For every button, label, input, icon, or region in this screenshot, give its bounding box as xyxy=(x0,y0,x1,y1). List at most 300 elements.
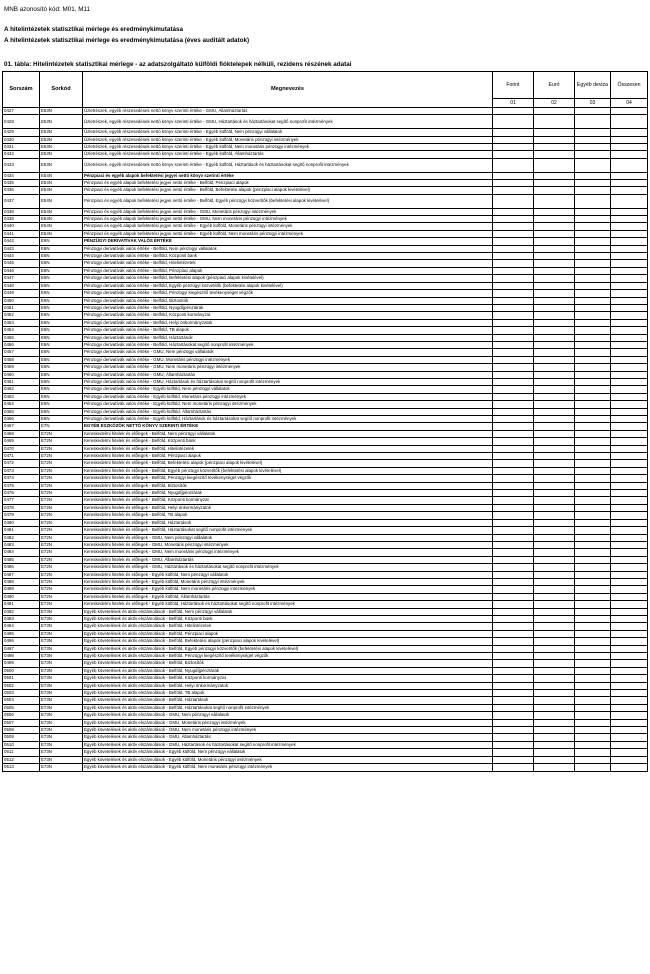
value-cell-osszesen[interactable] xyxy=(611,144,648,151)
value-cell-euro[interactable] xyxy=(534,267,575,274)
value-cell-egyeb-deviza[interactable] xyxy=(575,327,611,334)
value-cell-egyeb-deviza[interactable] xyxy=(575,734,611,741)
value-cell-forint[interactable] xyxy=(493,438,534,445)
value-cell-osszesen[interactable] xyxy=(611,275,648,282)
value-cell-forint[interactable] xyxy=(493,638,534,645)
value-cell-forint[interactable] xyxy=(493,245,534,252)
value-cell-euro[interactable] xyxy=(534,682,575,689)
value-cell-forint[interactable] xyxy=(493,527,534,534)
value-cell-egyeb-deviza[interactable] xyxy=(575,504,611,511)
value-cell-egyeb-deviza[interactable] xyxy=(575,401,611,408)
value-cell-osszesen[interactable] xyxy=(611,653,648,660)
value-cell-euro[interactable] xyxy=(534,564,575,571)
value-cell-forint[interactable] xyxy=(493,519,534,526)
value-cell-forint[interactable] xyxy=(493,312,534,319)
value-cell-osszesen[interactable] xyxy=(611,253,648,260)
value-cell-egyeb-deviza[interactable] xyxy=(575,136,611,143)
value-cell-egyeb-deviza[interactable] xyxy=(575,151,611,158)
value-cell-egyeb-deviza[interactable] xyxy=(575,712,611,719)
value-cell-egyeb-deviza[interactable] xyxy=(575,371,611,378)
value-cell-forint[interactable] xyxy=(493,238,534,245)
value-cell-osszesen[interactable] xyxy=(611,194,648,208)
value-cell-euro[interactable] xyxy=(534,144,575,151)
value-cell-euro[interactable] xyxy=(534,245,575,252)
value-cell-euro[interactable] xyxy=(534,275,575,282)
value-cell-forint[interactable] xyxy=(493,586,534,593)
value-cell-euro[interactable] xyxy=(534,541,575,548)
value-cell-euro[interactable] xyxy=(534,172,575,179)
value-cell-forint[interactable] xyxy=(493,445,534,452)
value-cell-egyeb-deviza[interactable] xyxy=(575,312,611,319)
value-cell-osszesen[interactable] xyxy=(611,608,648,615)
value-cell-forint[interactable] xyxy=(493,764,534,771)
value-cell-osszesen[interactable] xyxy=(611,312,648,319)
value-cell-egyeb-deviza[interactable] xyxy=(575,238,611,245)
value-cell-forint[interactable] xyxy=(493,608,534,615)
value-cell-egyeb-deviza[interactable] xyxy=(575,630,611,637)
value-cell-egyeb-deviza[interactable] xyxy=(575,475,611,482)
value-cell-osszesen[interactable] xyxy=(611,482,648,489)
value-cell-euro[interactable] xyxy=(534,393,575,400)
value-cell-osszesen[interactable] xyxy=(611,260,648,267)
value-cell-euro[interactable] xyxy=(534,408,575,415)
value-cell-forint[interactable] xyxy=(493,645,534,652)
value-cell-osszesen[interactable] xyxy=(611,393,648,400)
value-cell-forint[interactable] xyxy=(493,136,534,143)
value-cell-egyeb-deviza[interactable] xyxy=(575,445,611,452)
value-cell-forint[interactable] xyxy=(493,667,534,674)
value-cell-osszesen[interactable] xyxy=(611,349,648,356)
value-cell-egyeb-deviza[interactable] xyxy=(575,223,611,230)
value-cell-egyeb-deviza[interactable] xyxy=(575,467,611,474)
value-cell-forint[interactable] xyxy=(493,408,534,415)
value-cell-forint[interactable] xyxy=(493,453,534,460)
value-cell-euro[interactable] xyxy=(534,764,575,771)
value-cell-euro[interactable] xyxy=(534,349,575,356)
value-cell-euro[interactable] xyxy=(534,615,575,622)
value-cell-egyeb-deviza[interactable] xyxy=(575,438,611,445)
value-cell-forint[interactable] xyxy=(493,690,534,697)
value-cell-osszesen[interactable] xyxy=(611,660,648,667)
value-cell-egyeb-deviza[interactable] xyxy=(575,319,611,326)
value-cell-osszesen[interactable] xyxy=(611,245,648,252)
value-cell-egyeb-deviza[interactable] xyxy=(575,764,611,771)
value-cell-euro[interactable] xyxy=(534,230,575,237)
value-cell-osszesen[interactable] xyxy=(611,675,648,682)
value-cell-euro[interactable] xyxy=(534,504,575,511)
value-cell-forint[interactable] xyxy=(493,208,534,215)
value-cell-forint[interactable] xyxy=(493,727,534,734)
value-cell-osszesen[interactable] xyxy=(611,408,648,415)
value-cell-forint[interactable] xyxy=(493,512,534,519)
value-cell-forint[interactable] xyxy=(493,482,534,489)
value-cell-egyeb-deviza[interactable] xyxy=(575,282,611,289)
value-cell-osszesen[interactable] xyxy=(611,172,648,179)
value-cell-forint[interactable] xyxy=(493,593,534,600)
value-cell-euro[interactable] xyxy=(534,490,575,497)
value-cell-egyeb-deviza[interactable] xyxy=(575,430,611,437)
value-cell-forint[interactable] xyxy=(493,675,534,682)
value-cell-egyeb-deviza[interactable] xyxy=(575,549,611,556)
value-cell-egyeb-deviza[interactable] xyxy=(575,675,611,682)
value-cell-forint[interactable] xyxy=(493,341,534,348)
value-cell-osszesen[interactable] xyxy=(611,136,648,143)
value-cell-egyeb-deviza[interactable] xyxy=(575,172,611,179)
value-cell-forint[interactable] xyxy=(493,230,534,237)
value-cell-egyeb-deviza[interactable] xyxy=(575,593,611,600)
value-cell-osszesen[interactable] xyxy=(611,727,648,734)
value-cell-osszesen[interactable] xyxy=(611,238,648,245)
value-cell-forint[interactable] xyxy=(493,734,534,741)
value-cell-euro[interactable] xyxy=(534,549,575,556)
value-cell-euro[interactable] xyxy=(534,712,575,719)
value-cell-forint[interactable] xyxy=(493,504,534,511)
value-cell-euro[interactable] xyxy=(534,534,575,541)
value-cell-egyeb-deviza[interactable] xyxy=(575,519,611,526)
value-cell-egyeb-deviza[interactable] xyxy=(575,129,611,136)
value-cell-forint[interactable] xyxy=(493,129,534,136)
value-cell-forint[interactable] xyxy=(493,719,534,726)
value-cell-forint[interactable] xyxy=(493,416,534,423)
value-cell-euro[interactable] xyxy=(534,704,575,711)
value-cell-forint[interactable] xyxy=(493,704,534,711)
value-cell-egyeb-deviza[interactable] xyxy=(575,615,611,622)
value-cell-forint[interactable] xyxy=(493,460,534,467)
value-cell-egyeb-deviza[interactable] xyxy=(575,194,611,208)
value-cell-forint[interactable] xyxy=(493,630,534,637)
value-cell-euro[interactable] xyxy=(534,416,575,423)
value-cell-forint[interactable] xyxy=(493,393,534,400)
value-cell-euro[interactable] xyxy=(534,660,575,667)
value-cell-osszesen[interactable] xyxy=(611,564,648,571)
value-cell-osszesen[interactable] xyxy=(611,401,648,408)
value-cell-forint[interactable] xyxy=(493,115,534,129)
value-cell-egyeb-deviza[interactable] xyxy=(575,512,611,519)
value-cell-osszesen[interactable] xyxy=(611,756,648,763)
value-cell-egyeb-deviza[interactable] xyxy=(575,334,611,341)
value-cell-forint[interactable] xyxy=(493,497,534,504)
value-cell-egyeb-deviza[interactable] xyxy=(575,453,611,460)
value-cell-osszesen[interactable] xyxy=(611,129,648,136)
value-cell-osszesen[interactable] xyxy=(611,108,648,115)
value-cell-euro[interactable] xyxy=(534,129,575,136)
value-cell-forint[interactable] xyxy=(493,549,534,556)
value-cell-euro[interactable] xyxy=(534,194,575,208)
value-cell-euro[interactable] xyxy=(534,282,575,289)
value-cell-euro[interactable] xyxy=(534,312,575,319)
value-cell-osszesen[interactable] xyxy=(611,497,648,504)
value-cell-osszesen[interactable] xyxy=(611,630,648,637)
value-cell-osszesen[interactable] xyxy=(611,467,648,474)
value-cell-osszesen[interactable] xyxy=(611,334,648,341)
value-cell-egyeb-deviza[interactable] xyxy=(575,275,611,282)
value-cell-egyeb-deviza[interactable] xyxy=(575,571,611,578)
value-cell-euro[interactable] xyxy=(534,719,575,726)
value-cell-egyeb-deviza[interactable] xyxy=(575,208,611,215)
value-cell-forint[interactable] xyxy=(493,253,534,260)
value-cell-euro[interactable] xyxy=(534,430,575,437)
value-cell-osszesen[interactable] xyxy=(611,416,648,423)
value-cell-osszesen[interactable] xyxy=(611,645,648,652)
value-cell-osszesen[interactable] xyxy=(611,438,648,445)
value-cell-euro[interactable] xyxy=(534,371,575,378)
value-cell-egyeb-deviza[interactable] xyxy=(575,253,611,260)
value-cell-egyeb-deviza[interactable] xyxy=(575,601,611,608)
value-cell-forint[interactable] xyxy=(493,304,534,311)
value-cell-euro[interactable] xyxy=(534,608,575,615)
value-cell-euro[interactable] xyxy=(534,519,575,526)
value-cell-euro[interactable] xyxy=(534,208,575,215)
value-cell-osszesen[interactable] xyxy=(611,282,648,289)
value-cell-euro[interactable] xyxy=(534,578,575,585)
value-cell-egyeb-deviza[interactable] xyxy=(575,556,611,563)
value-cell-osszesen[interactable] xyxy=(611,230,648,237)
value-cell-euro[interactable] xyxy=(534,690,575,697)
value-cell-euro[interactable] xyxy=(534,453,575,460)
value-cell-egyeb-deviza[interactable] xyxy=(575,158,611,172)
value-cell-forint[interactable] xyxy=(493,467,534,474)
value-cell-forint[interactable] xyxy=(493,151,534,158)
value-cell-osszesen[interactable] xyxy=(611,504,648,511)
value-cell-euro[interactable] xyxy=(534,386,575,393)
value-cell-osszesen[interactable] xyxy=(611,534,648,541)
value-cell-forint[interactable] xyxy=(493,475,534,482)
value-cell-osszesen[interactable] xyxy=(611,319,648,326)
value-cell-euro[interactable] xyxy=(534,697,575,704)
value-cell-forint[interactable] xyxy=(493,158,534,172)
value-cell-egyeb-deviza[interactable] xyxy=(575,245,611,252)
value-cell-osszesen[interactable] xyxy=(611,158,648,172)
value-cell-osszesen[interactable] xyxy=(611,304,648,311)
value-cell-euro[interactable] xyxy=(534,297,575,304)
value-cell-osszesen[interactable] xyxy=(611,556,648,563)
value-cell-euro[interactable] xyxy=(534,475,575,482)
value-cell-egyeb-deviza[interactable] xyxy=(575,304,611,311)
value-cell-osszesen[interactable] xyxy=(611,593,648,600)
value-cell-egyeb-deviza[interactable] xyxy=(575,115,611,129)
value-cell-euro[interactable] xyxy=(534,571,575,578)
value-cell-egyeb-deviza[interactable] xyxy=(575,741,611,748)
value-cell-forint[interactable] xyxy=(493,297,534,304)
value-cell-forint[interactable] xyxy=(493,290,534,297)
value-cell-osszesen[interactable] xyxy=(611,223,648,230)
value-cell-osszesen[interactable] xyxy=(611,623,648,630)
value-cell-egyeb-deviza[interactable] xyxy=(575,349,611,356)
value-cell-osszesen[interactable] xyxy=(611,216,648,223)
value-cell-euro[interactable] xyxy=(534,623,575,630)
value-cell-euro[interactable] xyxy=(534,290,575,297)
value-cell-euro[interactable] xyxy=(534,136,575,143)
value-cell-osszesen[interactable] xyxy=(611,475,648,482)
value-cell-egyeb-deviza[interactable] xyxy=(575,187,611,194)
value-cell-euro[interactable] xyxy=(534,238,575,245)
value-cell-forint[interactable] xyxy=(493,578,534,585)
value-cell-forint[interactable] xyxy=(493,216,534,223)
value-cell-osszesen[interactable] xyxy=(611,180,648,187)
value-cell-egyeb-deviza[interactable] xyxy=(575,267,611,274)
value-cell-egyeb-deviza[interactable] xyxy=(575,356,611,363)
value-cell-osszesen[interactable] xyxy=(611,697,648,704)
value-cell-euro[interactable] xyxy=(534,158,575,172)
value-cell-forint[interactable] xyxy=(493,401,534,408)
value-cell-forint[interactable] xyxy=(493,327,534,334)
value-cell-euro[interactable] xyxy=(534,319,575,326)
value-cell-osszesen[interactable] xyxy=(611,549,648,556)
value-cell-forint[interactable] xyxy=(493,260,534,267)
value-cell-euro[interactable] xyxy=(534,151,575,158)
value-cell-euro[interactable] xyxy=(534,638,575,645)
value-cell-egyeb-deviza[interactable] xyxy=(575,393,611,400)
value-cell-forint[interactable] xyxy=(493,267,534,274)
value-cell-osszesen[interactable] xyxy=(611,386,648,393)
value-cell-egyeb-deviza[interactable] xyxy=(575,704,611,711)
value-cell-osszesen[interactable] xyxy=(611,460,648,467)
value-cell-osszesen[interactable] xyxy=(611,378,648,385)
value-cell-egyeb-deviza[interactable] xyxy=(575,416,611,423)
value-cell-forint[interactable] xyxy=(493,386,534,393)
value-cell-forint[interactable] xyxy=(493,653,534,660)
value-cell-egyeb-deviza[interactable] xyxy=(575,423,611,430)
value-cell-egyeb-deviza[interactable] xyxy=(575,667,611,674)
value-cell-osszesen[interactable] xyxy=(611,712,648,719)
value-cell-osszesen[interactable] xyxy=(611,682,648,689)
value-cell-egyeb-deviza[interactable] xyxy=(575,564,611,571)
value-cell-euro[interactable] xyxy=(534,223,575,230)
value-cell-euro[interactable] xyxy=(534,187,575,194)
value-cell-euro[interactable] xyxy=(534,512,575,519)
value-cell-osszesen[interactable] xyxy=(611,290,648,297)
value-cell-forint[interactable] xyxy=(493,660,534,667)
value-cell-euro[interactable] xyxy=(534,364,575,371)
value-cell-euro[interactable] xyxy=(534,601,575,608)
value-cell-osszesen[interactable] xyxy=(611,490,648,497)
value-cell-osszesen[interactable] xyxy=(611,297,648,304)
value-cell-forint[interactable] xyxy=(493,712,534,719)
value-cell-forint[interactable] xyxy=(493,423,534,430)
value-cell-forint[interactable] xyxy=(493,356,534,363)
value-cell-egyeb-deviza[interactable] xyxy=(575,408,611,415)
value-cell-euro[interactable] xyxy=(534,653,575,660)
value-cell-egyeb-deviza[interactable] xyxy=(575,623,611,630)
value-cell-euro[interactable] xyxy=(534,497,575,504)
value-cell-osszesen[interactable] xyxy=(611,571,648,578)
value-cell-forint[interactable] xyxy=(493,741,534,748)
value-cell-euro[interactable] xyxy=(534,216,575,223)
value-cell-euro[interactable] xyxy=(534,756,575,763)
value-cell-forint[interactable] xyxy=(493,541,534,548)
value-cell-egyeb-deviza[interactable] xyxy=(575,638,611,645)
value-cell-forint[interactable] xyxy=(493,682,534,689)
value-cell-euro[interactable] xyxy=(534,460,575,467)
value-cell-egyeb-deviza[interactable] xyxy=(575,497,611,504)
value-cell-egyeb-deviza[interactable] xyxy=(575,341,611,348)
value-cell-forint[interactable] xyxy=(493,371,534,378)
value-cell-egyeb-deviza[interactable] xyxy=(575,690,611,697)
value-cell-osszesen[interactable] xyxy=(611,704,648,711)
value-cell-egyeb-deviza[interactable] xyxy=(575,216,611,223)
value-cell-euro[interactable] xyxy=(534,586,575,593)
value-cell-forint[interactable] xyxy=(493,180,534,187)
value-cell-osszesen[interactable] xyxy=(611,371,648,378)
value-cell-osszesen[interactable] xyxy=(611,578,648,585)
value-cell-osszesen[interactable] xyxy=(611,527,648,534)
value-cell-forint[interactable] xyxy=(493,194,534,208)
value-cell-euro[interactable] xyxy=(534,180,575,187)
value-cell-euro[interactable] xyxy=(534,741,575,748)
value-cell-forint[interactable] xyxy=(493,378,534,385)
value-cell-forint[interactable] xyxy=(493,319,534,326)
value-cell-forint[interactable] xyxy=(493,349,534,356)
value-cell-osszesen[interactable] xyxy=(611,423,648,430)
value-cell-euro[interactable] xyxy=(534,341,575,348)
value-cell-osszesen[interactable] xyxy=(611,364,648,371)
value-cell-osszesen[interactable] xyxy=(611,453,648,460)
value-cell-osszesen[interactable] xyxy=(611,764,648,771)
value-cell-egyeb-deviza[interactable] xyxy=(575,290,611,297)
value-cell-egyeb-deviza[interactable] xyxy=(575,144,611,151)
value-cell-forint[interactable] xyxy=(493,430,534,437)
value-cell-osszesen[interactable] xyxy=(611,719,648,726)
value-cell-egyeb-deviza[interactable] xyxy=(575,386,611,393)
value-cell-osszesen[interactable] xyxy=(611,115,648,129)
value-cell-euro[interactable] xyxy=(534,401,575,408)
value-cell-euro[interactable] xyxy=(534,423,575,430)
value-cell-forint[interactable] xyxy=(493,571,534,578)
value-cell-egyeb-deviza[interactable] xyxy=(575,108,611,115)
value-cell-egyeb-deviza[interactable] xyxy=(575,608,611,615)
value-cell-forint[interactable] xyxy=(493,364,534,371)
value-cell-euro[interactable] xyxy=(534,675,575,682)
value-cell-euro[interactable] xyxy=(534,445,575,452)
value-cell-egyeb-deviza[interactable] xyxy=(575,490,611,497)
value-cell-egyeb-deviza[interactable] xyxy=(575,578,611,585)
value-cell-osszesen[interactable] xyxy=(611,327,648,334)
value-cell-osszesen[interactable] xyxy=(611,151,648,158)
value-cell-osszesen[interactable] xyxy=(611,586,648,593)
value-cell-euro[interactable] xyxy=(534,645,575,652)
value-cell-forint[interactable] xyxy=(493,756,534,763)
value-cell-euro[interactable] xyxy=(534,556,575,563)
value-cell-euro[interactable] xyxy=(534,593,575,600)
value-cell-egyeb-deviza[interactable] xyxy=(575,180,611,187)
value-cell-euro[interactable] xyxy=(534,378,575,385)
value-cell-egyeb-deviza[interactable] xyxy=(575,527,611,534)
value-cell-euro[interactable] xyxy=(534,438,575,445)
value-cell-forint[interactable] xyxy=(493,534,534,541)
value-cell-forint[interactable] xyxy=(493,623,534,630)
value-cell-egyeb-deviza[interactable] xyxy=(575,682,611,689)
value-cell-euro[interactable] xyxy=(534,260,575,267)
value-cell-egyeb-deviza[interactable] xyxy=(575,460,611,467)
value-cell-euro[interactable] xyxy=(534,356,575,363)
value-cell-osszesen[interactable] xyxy=(611,267,648,274)
value-cell-osszesen[interactable] xyxy=(611,512,648,519)
value-cell-forint[interactable] xyxy=(493,223,534,230)
value-cell-osszesen[interactable] xyxy=(611,187,648,194)
value-cell-forint[interactable] xyxy=(493,282,534,289)
value-cell-egyeb-deviza[interactable] xyxy=(575,230,611,237)
value-cell-forint[interactable] xyxy=(493,172,534,179)
value-cell-euro[interactable] xyxy=(534,304,575,311)
value-cell-forint[interactable] xyxy=(493,108,534,115)
value-cell-egyeb-deviza[interactable] xyxy=(575,482,611,489)
value-cell-euro[interactable] xyxy=(534,115,575,129)
value-cell-forint[interactable] xyxy=(493,564,534,571)
value-cell-euro[interactable] xyxy=(534,467,575,474)
value-cell-egyeb-deviza[interactable] xyxy=(575,534,611,541)
value-cell-euro[interactable] xyxy=(534,482,575,489)
value-cell-euro[interactable] xyxy=(534,667,575,674)
